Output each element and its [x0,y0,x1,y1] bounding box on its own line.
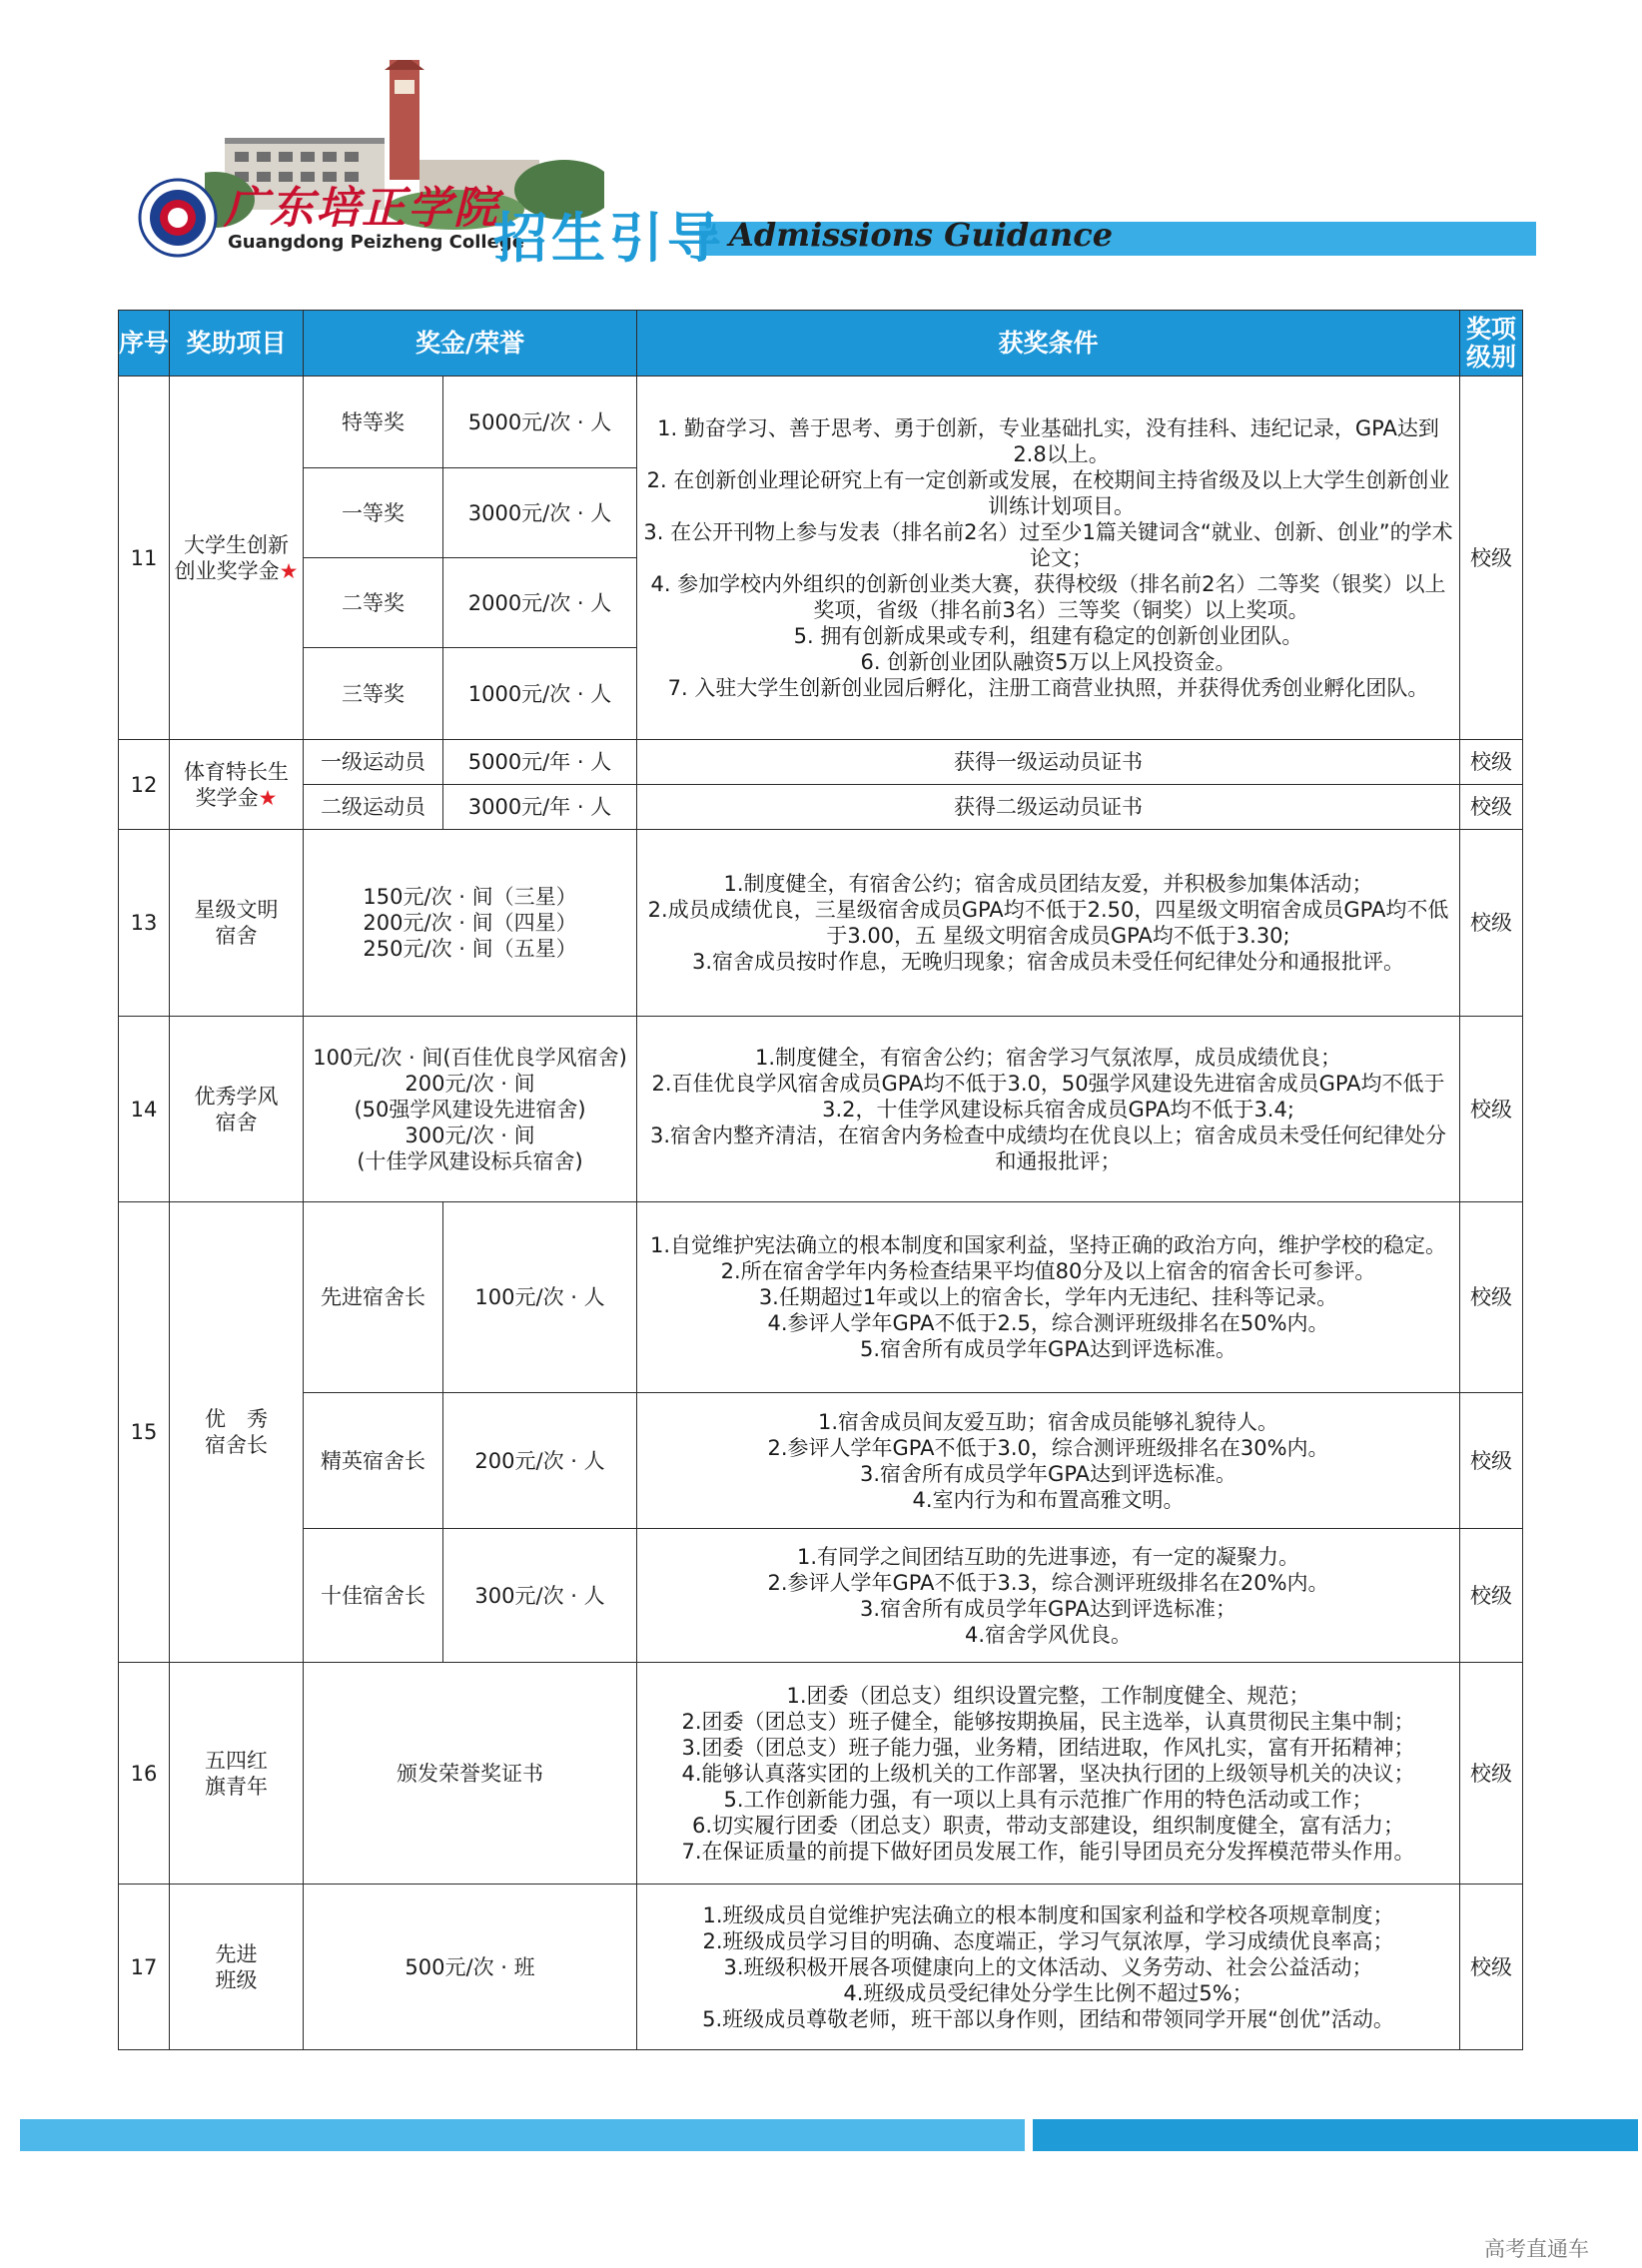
level-cell: 校级 [1460,1529,1523,1663]
table-row [119,1663,1523,1885]
star-icon: ★ [279,558,299,583]
condition-cell [637,1202,1460,1393]
condition-line: 6.切实履行团委（团总支）职责，带动支部建设，组织制度健全，富有活力； [691,1813,1405,1838]
condition-line: 2. 在创新创业理论研究上有一定创新或发展，在校期间主持省级及以上大学生创新创业训练计划项目。 [646,467,1450,518]
amount-cell [304,1017,637,1202]
condition-line: 3.宿舍所有成员学年GPA达到评选标准。 [860,1461,1237,1486]
level-cell: 校级 [1460,1393,1523,1529]
condition-line: 3.宿舍内整齐清洁，在宿舍内务检查中成绩均在优良以上；宿舍成员未受任何纪律处分和通报批评； [649,1123,1447,1173]
condition-cell [637,1529,1460,1663]
footer-bar-right [1033,2119,1638,2151]
watermark-text: 高考直通车 [1484,2237,1589,2261]
condition-line: 4.参评人学年GPA不低于2.5，综合测评班级排名在50%内。 [767,1311,1329,1335]
condition-line: 5.宿舍所有成员学年GPA达到评选标准。 [860,1337,1237,1361]
row-no: 11 [119,377,170,740]
page-title-cn: 招生引导 [493,207,725,270]
level-cell: 校级 [1460,1017,1523,1202]
level-cell: 校级 [1460,1202,1523,1393]
award-table [118,310,1523,2050]
condition-line: 4.宿舍学风优良。 [964,1622,1133,1647]
condition-line: 2.团委（团总支）班子健全，能够按期换届，民主选举，认真贯彻民主集中制； [681,1709,1415,1734]
table-header-row [119,311,1523,377]
condition-line: 1.宿舍成员间友爱互助；宿舍成员能够礼貌待人。 [817,1409,1279,1434]
condition-line: 3.宿舍成员按时作息，无晚归现象；宿舍成员未受任何纪律处分和通报批评。 [691,950,1405,974]
amount-line: (十佳学风建设标兵宿舍) [357,1148,583,1173]
footer-bar-left [20,2119,1025,2151]
table-row [119,1202,1523,1393]
amount-cell: 1000元/次 · 人 [443,648,637,740]
row-item: 优秀学风宿舍 [170,1017,304,1202]
condition-line: 2.参评人学年GPA不低于3.3，综合测评班级排名在20%内。 [767,1570,1329,1595]
amount-cell: 100元/次 · 人 [443,1202,637,1393]
condition-line: 5.班级成员尊敬老师，班干部以身作则，团结和带领同学开展“创优”活动。 [702,2006,1394,2031]
col-header-item: 奖助项目 [170,311,304,377]
grade-cell: 二级运动员 [304,785,443,830]
condition-line: 4. 参加学校内外组织的创新创业类大赛，获得校级（排名前2名）二等奖（银奖）以上奖项，省级（排名前3名）三等奖（铜奖）以上奖项。 [650,571,1446,622]
row-item-label: 大学生创新创业奖学金 [174,532,289,583]
condition-cell: 获得二级运动员证书 [637,785,1460,830]
col-header-no: 序号 [119,311,170,377]
condition-line: 1. 勤奋学习、善于思考、勇于创新，专业基础扎实，没有挂科、违纪记录，GPA达到2.8以上。 [657,415,1439,466]
condition-line: 3. 在公开刊物上参与发表（排名前2名）过至少1篇关键词含“就业、创新、创业”的学术论文； [643,519,1453,570]
level-cell: 校级 [1460,740,1523,785]
amount-cell: 200元/次 · 人 [443,1393,637,1529]
condition-cell [637,1017,1460,1202]
condition-line: 3.任期超过1年或以上的宿舍长，学年内无违纪、挂科等记录。 [758,1285,1338,1309]
condition-line: 7. 入驻大学生创新创业园后孵化，注册工商营业执照，并获得优秀创业孵化团队。 [667,675,1429,700]
condition-line: 1.有同学之间团结互助的先进事迹，有一定的凝聚力。 [796,1544,1300,1569]
amount-cell: 2000元/次 · 人 [443,558,637,648]
grade-cell: 十佳宿舍长 [304,1529,443,1663]
level-cell: 校级 [1460,1663,1523,1885]
row-item [170,740,304,830]
table-row [119,1885,1523,2050]
condition-cell [637,1885,1460,2050]
row-no: 16 [119,1663,170,1885]
star-icon: ★ [258,785,278,810]
amount-cell [304,830,637,1017]
condition-line: 2.成员成绩优良，三星级宿舍成员GPA均不低于2.50，四星级文明宿舍成员GPA均不低于3.00，五 星级文明宿舍成员GPA均不低于3.30; [647,898,1449,948]
amount-cell: 3000元/年 · 人 [443,785,637,830]
condition-line: 3.班级积极开展各项健康向上的文体活动、义务劳动、社会公益活动； [723,1954,1373,1979]
grade-cell: 一级运动员 [304,740,443,785]
row-no: 15 [119,1202,170,1663]
condition-line: 1.自觉维护宪法确立的根本制度和国家利益，坚持正确的政治方向，维护学校的稳定。 [649,1233,1447,1257]
condition-line: 2.所在宿舍学年内务检查结果平均值80分及以上宿舍的宿舍长可参评。 [720,1259,1376,1283]
level-cell: 校级 [1460,830,1523,1017]
amount-line: 200元/次 · 间 [405,1071,535,1096]
row-no: 13 [119,830,170,1017]
amount-cell: 3000元/次 · 人 [443,468,637,558]
table-row [119,377,1523,468]
amount-line: (50强学风建设先进宿舍) [354,1097,586,1122]
col-header-condition: 获奖条件 [637,311,1460,377]
row-item: 优 秀宿舍长 [170,1202,304,1663]
condition-line: 2.班级成员学习目的明确、态度端正，学习气氛浓厚，学习成绩优良率高； [702,1928,1394,1953]
condition-line: 2.参评人学年GPA不低于3.0，综合测评班级排名在30%内。 [767,1435,1329,1460]
col-header-reward: 奖金/荣誉 [304,311,637,377]
grade-cell: 先进宿舍长 [304,1202,443,1393]
row-item [170,377,304,740]
row-no: 14 [119,1017,170,1202]
grade-cell: 特等奖 [304,377,443,468]
amount-line: 100元/次 · 间(百佳优良学风宿舍) [313,1045,627,1070]
table-row [119,830,1523,1017]
college-name-en: Guangdong Peizheng College [228,232,524,253]
condition-line: 4.室内行为和布置高雅文明。 [912,1487,1185,1512]
amount-line: 250元/次 · 间（五星） [363,937,577,961]
condition-cell: 获得一级运动员证书 [637,740,1460,785]
condition-cell [637,1663,1460,1885]
condition-line: 4.班级成员受纪律处分学生比例不超过5%； [843,1980,1253,2005]
condition-line: 5. 拥有创新成果或专利，组建有稳定的创新创业团队。 [793,623,1303,648]
condition-line: 3.团委（团总支）班子能力强，业务精，团结进取，作风扎实，富有开拓精神； [681,1735,1415,1760]
amount-line: 300元/次 · 间 [405,1123,535,1147]
table-row [119,740,1523,785]
grade-cell: 一等奖 [304,468,443,558]
amount-cell: 5000元/年 · 人 [443,740,637,785]
row-no: 12 [119,740,170,830]
condition-line: 1.班级成员自觉维护宪法确立的根本制度和国家利益和学校各项规章制度； [702,1902,1394,1927]
condition-line: 6. 创新创业团队融资5万以上风投资金。 [860,649,1236,674]
level-cell: 校级 [1460,785,1523,830]
table-row [119,1393,1523,1529]
level-cell: 校级 [1460,1885,1523,2050]
condition-cell [637,1393,1460,1529]
amount-line: 200元/次 · 间（四星） [363,911,577,935]
condition-line: 3.宿舍所有成员学年GPA达到评选标准； [860,1596,1237,1621]
condition-line: 5.工作创新能力强，有一项以上具有示范推广作用的特色活动或工作； [723,1787,1373,1812]
table-row [119,1017,1523,1202]
condition-line: 4.能够认真落实团的上级机关的工作部署，坚决执行团的上级领导机关的决议； [681,1761,1415,1786]
grade-cell: 三等奖 [304,648,443,740]
row-item-label: 体育特长生奖学金 [184,759,289,810]
grade-cell: 精英宿舍长 [304,1393,443,1529]
page-title-en: Admissions Guidance [729,216,1114,254]
condition-line: 2.百佳优良学风宿舍成员GPA均不低于3.0，50强学风建设先进宿舍成员GPA均不低于3.2，十佳学风建设标兵宿舍成员GPA均不低于3.4; [651,1071,1445,1122]
page-header [0,0,1642,280]
condition-line: 1.团委（团总支）组织设置完整，工作制度健全、规范； [786,1683,1310,1708]
row-item: 五四红旗青年 [170,1663,304,1885]
college-seal-icon [138,178,218,258]
condition-line: 7.在保证质量的前提下做好团员发展工作，能引导团员充分发挥模范带头作用。 [681,1839,1415,1864]
amount-cell: 颁发荣誉奖证书 [304,1663,637,1885]
condition-line: 1.制度健全，有宿舍公约；宿舍成员团结友爱，并积极参加集体活动； [723,872,1373,896]
amount-line: 150元/次 · 间（三星） [363,885,577,909]
condition-cell [637,377,1460,740]
level-cell: 校级 [1460,377,1523,740]
row-item: 先进班级 [170,1885,304,2050]
amount-cell: 500元/次 · 班 [304,1885,637,2050]
row-item: 星级文明宿舍 [170,830,304,1017]
table-row [119,1529,1523,1663]
row-no: 17 [119,1885,170,2050]
col-header-level: 奖项级别 [1460,311,1523,377]
table-row [119,785,1523,830]
college-name-cn: 广东培正学院 [224,183,499,234]
condition-line: 1.制度健全，有宿舍公约；宿舍学习气氛浓厚，成员成绩优良； [754,1045,1342,1070]
amount-cell: 5000元/次 · 人 [443,377,637,468]
condition-cell [637,830,1460,1017]
grade-cell: 二等奖 [304,558,443,648]
amount-cell: 300元/次 · 人 [443,1529,637,1663]
